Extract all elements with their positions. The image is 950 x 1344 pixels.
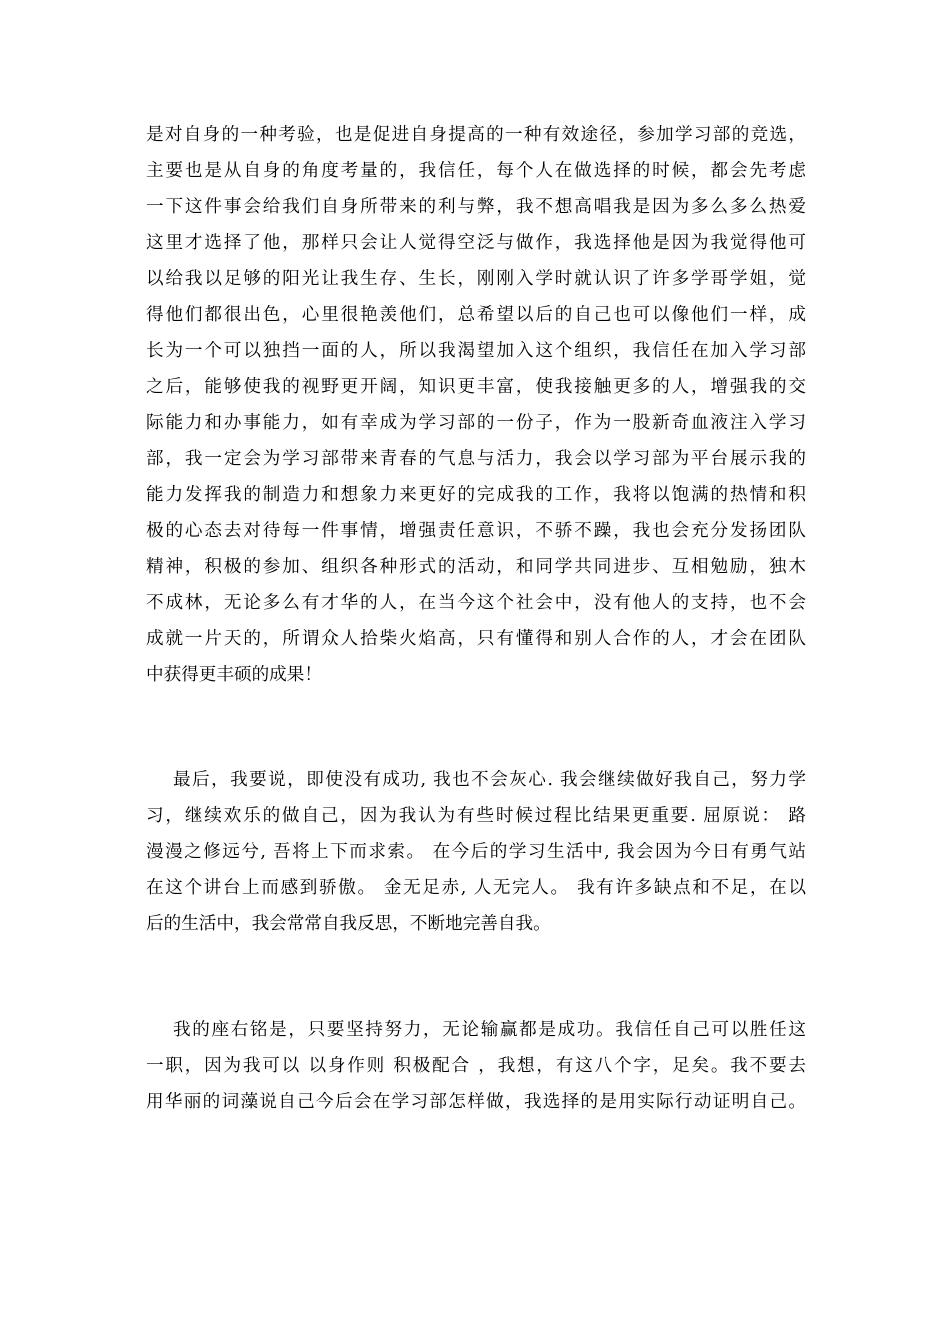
text-line: 习，继续欢乐的做自己，因为我认为有些时候过程比结果更重要. 屈原说： 路 bbox=[146, 806, 806, 826]
text-line: 一下这件事会给我们自身所带来的利与弊，我不想高唱我是因为多么多么热爱 bbox=[146, 197, 806, 217]
text-line: 漫漫之修远兮, 吾将上下而求索。 在今后的学习生活中, 我会因为今日有勇气站 bbox=[146, 842, 806, 862]
text-line: 不成林，无论多么有才华的人，在当今这个社会中，没有他人的支持，也不会 bbox=[146, 593, 806, 613]
text-line: 成就一片天的，所谓众人拾柴火焰高，只有懂得和别人合作的人，才会在团队 bbox=[146, 629, 806, 649]
text-line: 最后，我要说，即使没有成功, 我也不会灰心. 我会继续做好我自己，努力学 bbox=[173, 770, 806, 790]
text-line: 用华丽的词藻说自己今后会在学习部怎样做，我选择的是用实际行动证明自己。 bbox=[146, 1092, 806, 1112]
text-line: 能力发挥我的制造力和想象力来更好的完成我的工作，我将以饱满的热情和积 bbox=[146, 485, 806, 505]
text-line: 极的心态去对待每一件事情，增强责任意识，不骄不躁，我也会充分发扬团队 bbox=[146, 521, 806, 541]
text-line: 是对自身的一种考验，也是促进自身提高的一种有效途径，参加学习部的竞选， bbox=[146, 125, 806, 145]
text-line: 中获得更丰硕的成果！ bbox=[146, 665, 322, 685]
text-line: 后的生活中，我会常常自我反思，不断地完善自我。 bbox=[146, 914, 551, 934]
text-line: 在这个讲台上而感到骄傲。 金无足赤, 人无完人。 我有许多缺点和不足，在以 bbox=[146, 878, 806, 898]
text-line: 这里才选择了他，那样只会让人觉得空泛与做作，我选择他是因为我觉得他可 bbox=[146, 233, 806, 253]
text-line: 一职，因为我可以 以身作则 积极配合 ，我想，有这八个字，足矣。我不要去 bbox=[146, 1056, 806, 1076]
text-line: 长为一个可以独挡一面的人，所以我渴望加入这个组织，我信任在加入学习部 bbox=[146, 341, 806, 361]
text-line: 精神，积极的参加、组织各种形式的活动，和同学共同进步、互相勉励，独木 bbox=[146, 557, 806, 577]
text-line: 部，我一定会为学习部带来青春的气息与活力，我会以学习部为平台展示我的 bbox=[146, 449, 806, 469]
text-line: 主要也是从自身的角度考量的，我信任，每个人在做选择的时候，都会先考虑 bbox=[146, 161, 806, 181]
text-line: 际能力和办事能力，如有幸成为学习部的一份子，作为一股新奇血液注入学习 bbox=[146, 413, 806, 433]
text-line: 得他们都很出色，心里很艳羡他们，总希望以后的自己也可以像他们一样，成 bbox=[146, 305, 806, 325]
text-line: 之后，能够使我的视野更开阔，知识更丰富，使我接触更多的人，增强我的交 bbox=[146, 377, 806, 397]
text-line: 我的座右铭是，只要坚持努力，无论输赢都是成功。我信任自己可以胜任这 bbox=[173, 1020, 806, 1040]
text-line: 以给我以足够的阳光让我生存、生长，刚刚入学时就认识了许多学哥学姐，觉 bbox=[146, 269, 806, 289]
